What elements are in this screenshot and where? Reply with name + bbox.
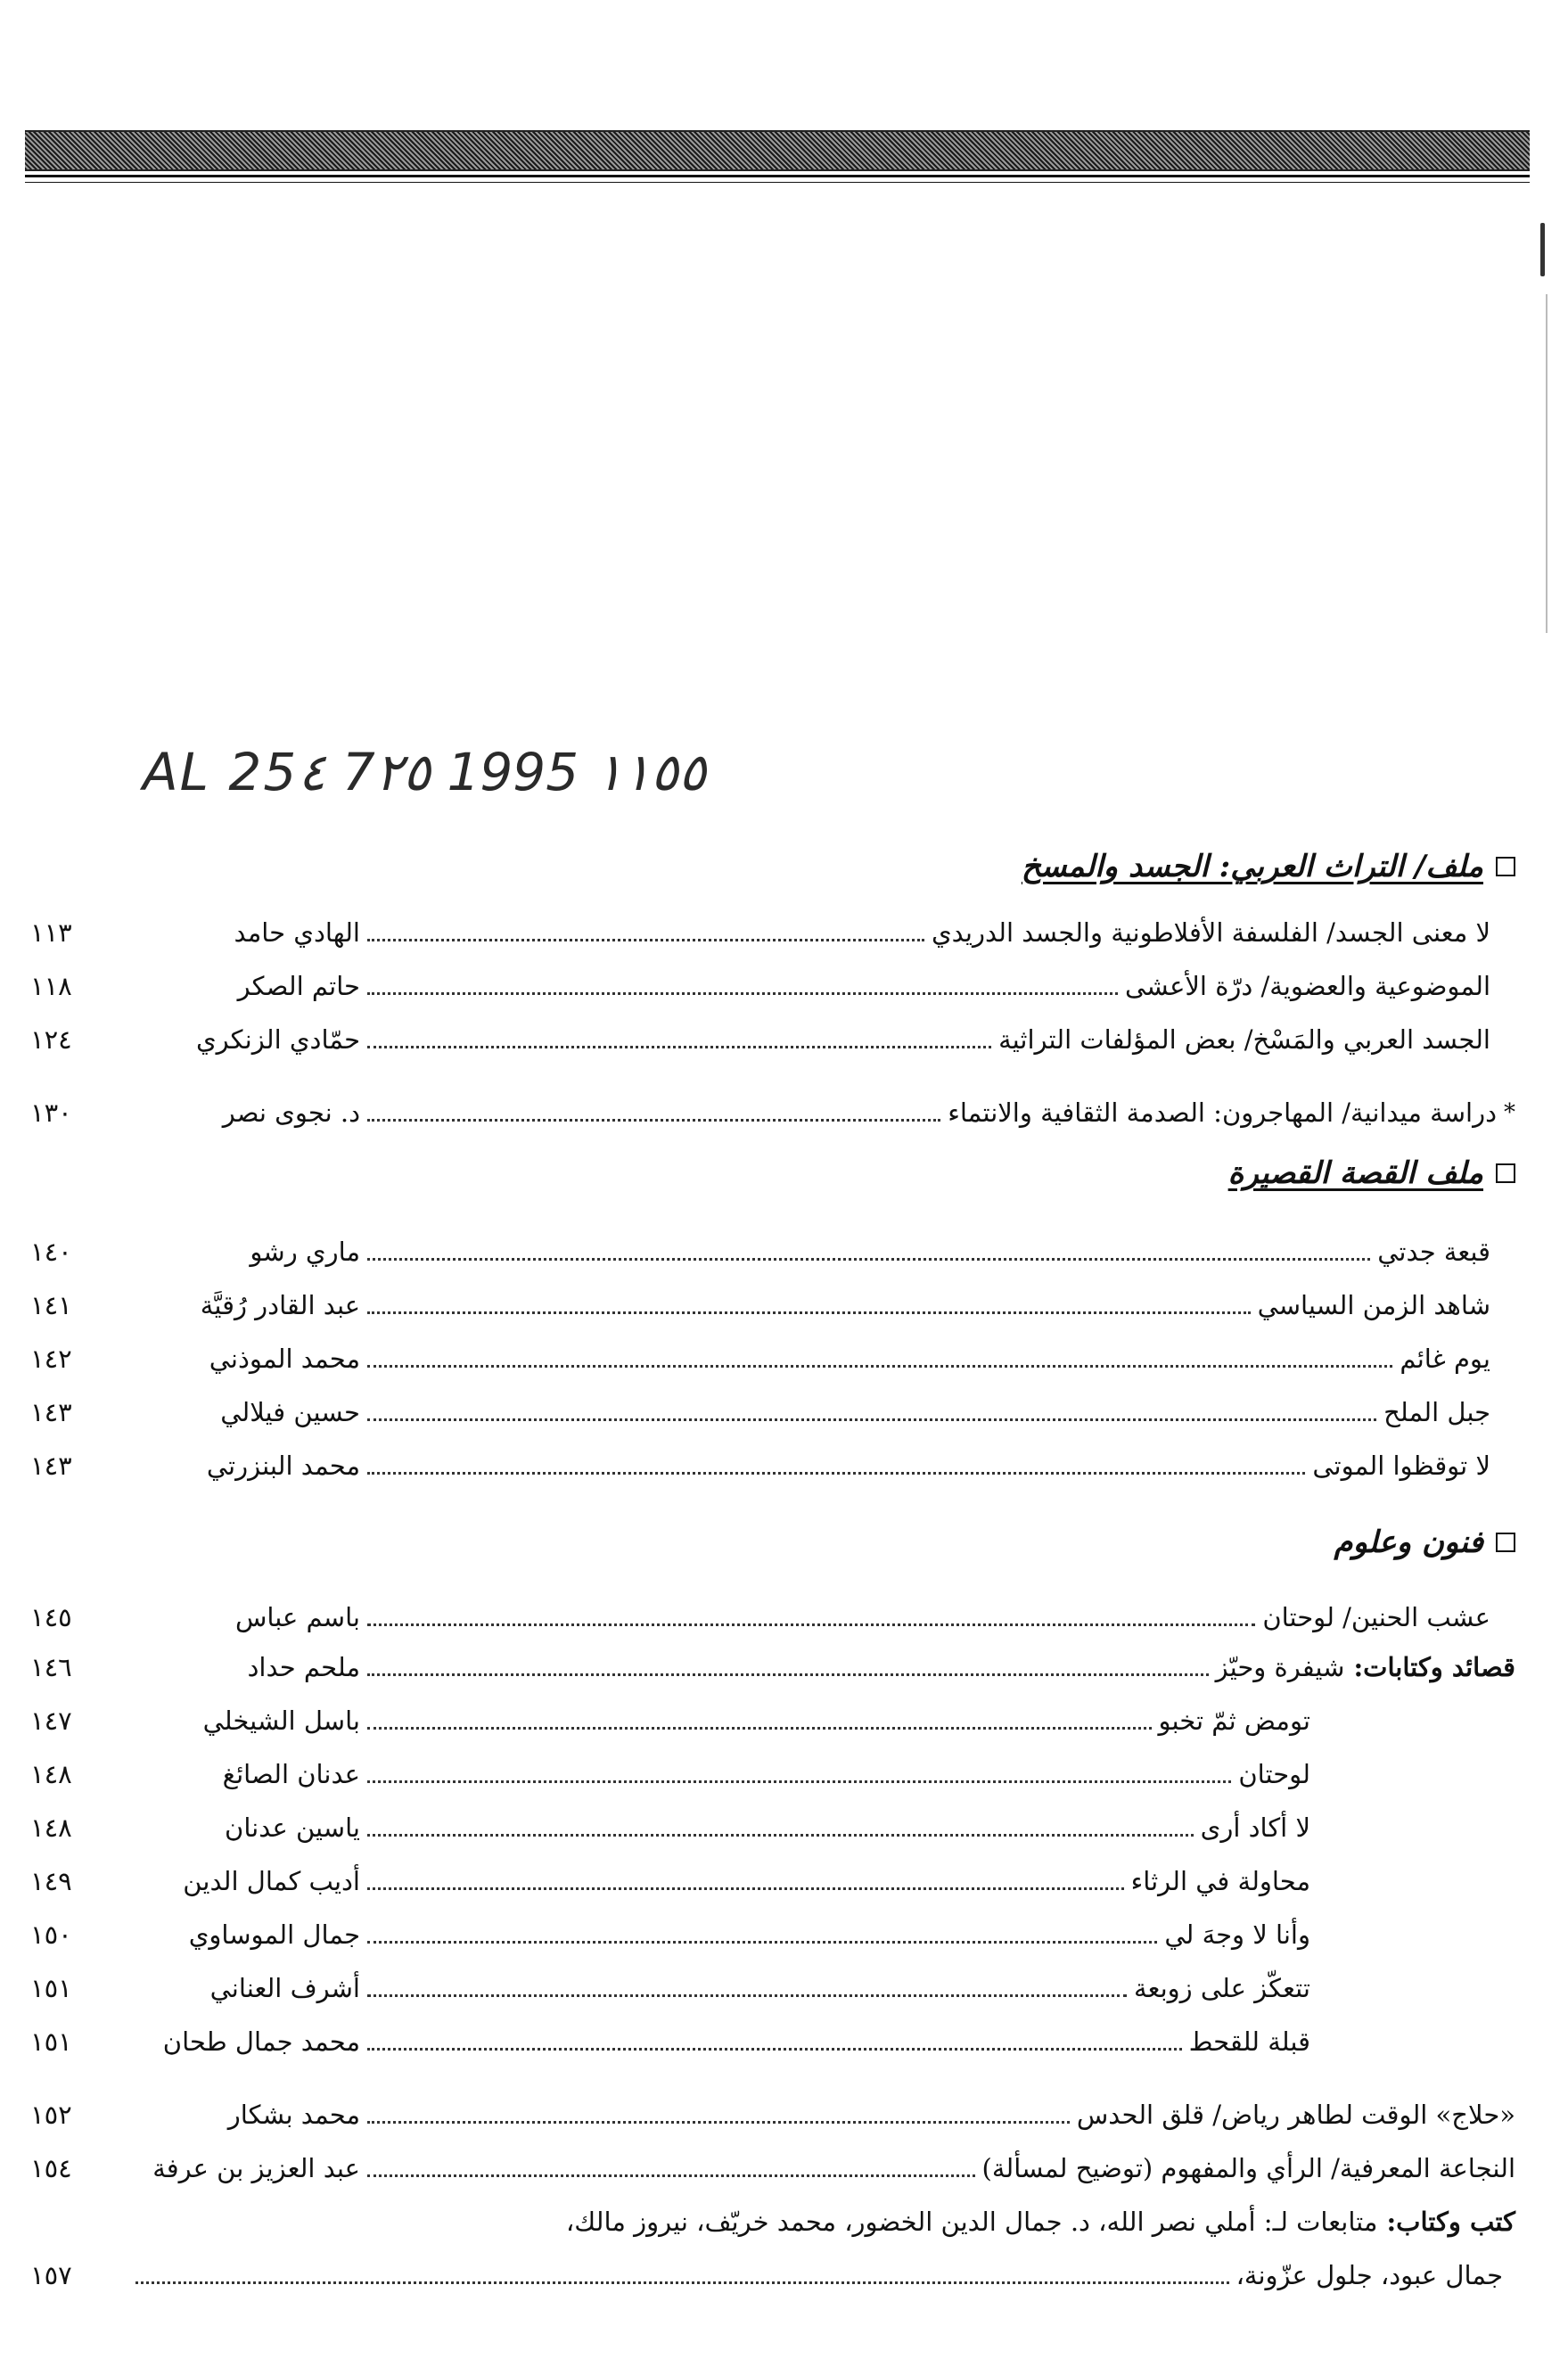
entry-page: ١٣٠ xyxy=(30,1097,72,1128)
entry-page: ١٢٤ xyxy=(30,1024,72,1055)
checkbox-square-icon xyxy=(1496,1533,1515,1552)
dot-leader xyxy=(367,1994,1127,1997)
books-entry-line1 xyxy=(25,2197,1515,2247)
dot-leader xyxy=(367,1258,1370,1261)
entry-author: د. نجوى نصر xyxy=(222,1097,360,1128)
toc-entry xyxy=(25,1441,1515,1491)
dot-leader xyxy=(367,1834,1194,1837)
section-heading-arts xyxy=(25,1516,1515,1569)
entry-title: تتعكّز على زوبعة xyxy=(1134,1973,1310,2003)
entry-author: حسين فيلالي xyxy=(220,1397,360,1427)
checkbox-square-icon xyxy=(1496,1163,1515,1183)
toc-entry xyxy=(25,1910,1515,1960)
toc-entry xyxy=(25,1696,1515,1746)
toc-entry xyxy=(25,1963,1515,2013)
dot-leader xyxy=(135,2281,1229,2284)
entry-author: باسم عباس xyxy=(234,1602,360,1632)
entry-title: جبل الملح xyxy=(1383,1397,1490,1427)
scan-edge-mark xyxy=(1540,223,1545,276)
dot-leader xyxy=(367,1418,1376,1421)
entry-title: لوحتان xyxy=(1238,1759,1310,1789)
dot-leader xyxy=(367,1887,1124,1890)
entry-page: ١١٨ xyxy=(30,971,72,1001)
dot-leader xyxy=(367,1780,1231,1783)
entry-page: ١٤٣ xyxy=(30,1451,72,1481)
toc-entry xyxy=(25,1642,1515,1692)
dot-leader xyxy=(367,2121,1070,2124)
entry-page: ١٥١ xyxy=(30,1973,72,2003)
entry-page: ١٤٨ xyxy=(30,1759,72,1789)
entry-title: قبلة للقحط xyxy=(1188,2026,1310,2057)
toc-entry xyxy=(25,1015,1515,1064)
toc-entry xyxy=(25,908,1515,958)
header-rule xyxy=(25,175,1530,177)
toc-entry xyxy=(25,1334,1515,1384)
entry-title: محاولة في الرثاء xyxy=(1130,1866,1310,1896)
entry-author: أديب كمال الدين xyxy=(183,1866,360,1896)
toc-entry xyxy=(25,2090,1515,2140)
entry-page: ١٤٥ xyxy=(30,1602,72,1632)
entry-page: ١١٣ xyxy=(30,917,72,948)
dot-leader xyxy=(367,2048,1182,2051)
dot-leader xyxy=(367,1311,1251,1314)
entry-page: ١٥٠ xyxy=(30,1919,72,1950)
entry-author: محمد بشكار xyxy=(227,2100,360,2130)
entry-author: محمد جمال طحان xyxy=(162,2026,360,2057)
entry-author: الهادي حامد xyxy=(234,917,360,948)
entry-page: ١٤٣ xyxy=(30,1397,72,1427)
entry-author: ماري رشو xyxy=(250,1237,360,1267)
entry-author: أشرف العناني xyxy=(209,1973,360,2003)
entry-page: ١٥٤ xyxy=(30,2153,72,2183)
dot-leader xyxy=(367,1119,940,1122)
entry-page: ١٥٢ xyxy=(30,2100,72,2130)
entry-page: ١٥١ xyxy=(30,2026,72,2057)
section-title: ملف القصة القصيرة xyxy=(1227,1155,1483,1191)
section-heading-short-story xyxy=(25,1147,1515,1200)
toc-entry xyxy=(25,1227,1515,1277)
dot-leader xyxy=(367,1727,1152,1730)
entry-page: ١٥٧ xyxy=(30,2260,72,2290)
handwritten-catalog-number: AL 25٤ 7٢٥ 1995 ١١٥٥ xyxy=(143,742,707,802)
entry-lead-label: قصائد وكتابات: xyxy=(1353,1652,1515,1682)
dot-leader xyxy=(367,2174,975,2177)
entry-title: متابعات لـ: أملي نصر الله، د. جمال الدين الخضور، محمد خريّف، نيروز مالك، xyxy=(565,2207,1378,2237)
entry-title: لا معنى الجسد/ الفلسفة الأفلاطونية والجسد الدريدي xyxy=(931,917,1490,948)
entry-author: ياسين عدنان xyxy=(225,1812,360,1843)
entry-author: محمد البنزرتي xyxy=(206,1451,360,1481)
scan-edge-shadow xyxy=(1546,294,1547,633)
entry-title: شاهد الزمن السياسي xyxy=(1257,1290,1490,1320)
asterisk-bullet: * xyxy=(1504,1099,1515,1126)
dot-leader xyxy=(367,1365,1392,1368)
header-band xyxy=(25,130,1530,171)
entry-author: عبد العزيز بن عرفة xyxy=(152,2153,360,2183)
entry-page: ١٤٩ xyxy=(30,1866,72,1896)
entry-title: النجاعة المعرفية/ الرأي والمفهوم (توضيح لمسألة) xyxy=(981,2153,1515,2183)
dot-leader xyxy=(367,1472,1305,1475)
entry-title: دراسة ميدانية/ المهاجرون: الصدمة الثقافية والانتماء xyxy=(948,1097,1497,1128)
entry-author: ملحم حداد xyxy=(247,1652,360,1682)
section-title: فنون وعلوم xyxy=(1334,1525,1483,1560)
entry-page: ١٤١ xyxy=(30,1290,72,1320)
entry-title: جمال عبود، جلول عزّونة، xyxy=(1236,2260,1503,2290)
toc-entry xyxy=(25,1280,1515,1330)
toc-entry xyxy=(25,1749,1515,1799)
dot-leader xyxy=(367,939,924,941)
entry-title: الجسد العربي والمَسْخ/ بعض المؤلفات التراثية xyxy=(998,1024,1490,1055)
header-rule-thin xyxy=(25,182,1530,183)
entry-author: عدنان الصائغ xyxy=(222,1759,360,1789)
entry-page: ١٤٨ xyxy=(30,1812,72,1843)
toc-entry xyxy=(25,961,1515,1011)
checkbox-square-icon xyxy=(1496,857,1515,876)
toc-entry xyxy=(25,1088,1515,1138)
entry-page: ١٤٦ xyxy=(30,1652,72,1682)
entry-title: شيفرة وحيّز xyxy=(1215,1652,1345,1682)
books-entry-line2 xyxy=(25,2250,1515,2300)
entry-title: الموضوعية والعضوية/ درّة الأعشى xyxy=(1125,971,1490,1001)
entry-title: لا توقظوا الموتى xyxy=(1312,1451,1490,1481)
dot-leader xyxy=(367,1673,1209,1676)
dot-leader xyxy=(367,1623,1255,1626)
section-heading-heritage xyxy=(25,840,1515,893)
toc-entry xyxy=(25,1592,1515,1642)
entry-author: جمال الموساوي xyxy=(188,1919,360,1950)
entry-page: ١٤٧ xyxy=(30,1706,72,1736)
toc-entry xyxy=(25,2143,1515,2193)
toc-entry xyxy=(25,2017,1515,2067)
entry-title: عشب الحنين/ لوحتان xyxy=(1262,1602,1490,1632)
entry-page: ١٤٢ xyxy=(30,1344,72,1374)
entry-page: ١٤٠ xyxy=(30,1237,72,1267)
toc-entry xyxy=(25,1387,1515,1437)
entry-title: يوم غائم xyxy=(1400,1344,1490,1374)
entry-title: قبعة جدتي xyxy=(1377,1237,1490,1267)
entry-author: عبد القادر رُقيَّة xyxy=(200,1290,360,1320)
entry-title: لا أكاد أرى xyxy=(1200,1812,1310,1843)
entry-title: وأنا لا وجهَ لي xyxy=(1164,1919,1310,1950)
entry-lead-label: كتب وكتاب: xyxy=(1386,2207,1515,2237)
entry-author: باسل الشيخلي xyxy=(202,1706,360,1736)
entry-author: حاتم الصكر xyxy=(237,971,360,1001)
entry-title: «حلاج» الوقت لطاهر رياض/ قلق الحدس xyxy=(1076,2100,1515,2130)
dot-leader xyxy=(367,1941,1157,1944)
section-title: ملف/ التراث العربي: الجسد والمسخ xyxy=(1021,849,1483,884)
dot-leader xyxy=(367,1046,991,1048)
toc-entry xyxy=(25,1856,1515,1906)
toc-entry xyxy=(25,1803,1515,1853)
dot-leader xyxy=(367,992,1118,995)
entry-author: حمّادي الزنكري xyxy=(195,1024,360,1055)
entry-title: تومض ثمّ تخبو xyxy=(1158,1706,1310,1736)
entry-author: محمد الموذني xyxy=(209,1344,360,1374)
